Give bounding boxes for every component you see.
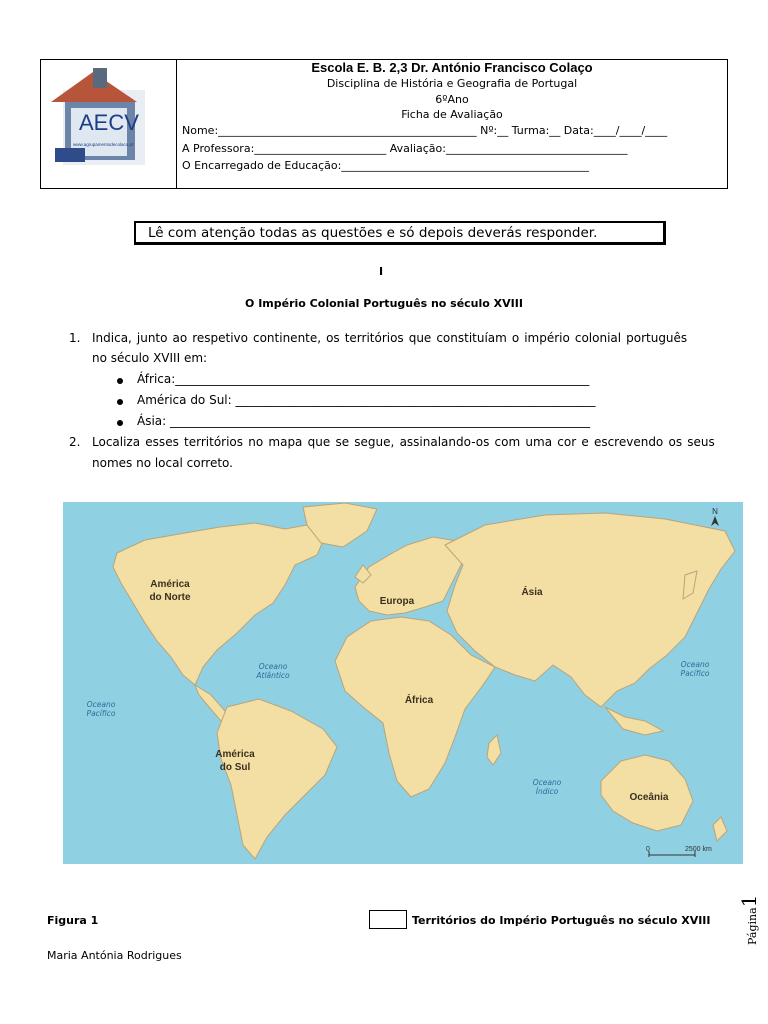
label-pacific-ocean-east: Oceano bbox=[680, 660, 710, 669]
bullet-dot bbox=[117, 399, 123, 405]
q1-text-line2: no século XVIII em: bbox=[92, 351, 208, 365]
logo-cell bbox=[41, 60, 177, 188]
q2-text-line1: Localiza esses territórios no mapa que se segue, assinalando-os com uma cor e escrevendo os seus bbox=[92, 435, 715, 449]
school-year: 6ºAno bbox=[435, 93, 469, 106]
label-asia: Ásia bbox=[521, 587, 543, 598]
legend-color-box[interactable] bbox=[369, 910, 407, 929]
answer-africa-line[interactable]: África:_____________________________________________________________________ bbox=[137, 372, 590, 386]
instructions-box: Lê com atenção todas as questões e só depois deverás responder. bbox=[134, 221, 666, 245]
label-pacific-ocean-east: Pacífico bbox=[680, 669, 710, 678]
section-number: I bbox=[379, 265, 384, 278]
svg-text:0: 0 bbox=[646, 846, 650, 853]
header-table bbox=[40, 59, 728, 189]
q2-number: 2. bbox=[69, 435, 81, 449]
guardian-field-line: O Encarregado de Educação:_____________________________________________ bbox=[182, 159, 589, 172]
header-info bbox=[177, 60, 727, 188]
teacher-field-line: A Professora:________________________ Avaliação:_________________________________ bbox=[182, 142, 628, 155]
logo-url: www.agrupamentodecolaco.pt bbox=[73, 142, 134, 147]
author-name: Maria Antónia Rodrigues bbox=[47, 949, 182, 962]
answer-south-america-line[interactable]: América do Sul: ____________________________________________________________ bbox=[137, 393, 596, 407]
label-atlantic-ocean: Atlântico bbox=[256, 671, 290, 680]
svg-text:2500 km: 2500 km bbox=[685, 846, 712, 853]
figure-caption: Figura 1 bbox=[47, 914, 99, 927]
school-logo bbox=[41, 60, 176, 188]
q1-number: 1. bbox=[69, 331, 81, 345]
label-south-america: América bbox=[215, 749, 255, 760]
q1-text-line1: Indica, junto ao respetivo continente, os territórios que constituíam o império colonial português bbox=[92, 331, 688, 345]
sheet-title: Ficha de Avaliação bbox=[401, 108, 503, 121]
page-number: 1 bbox=[737, 894, 761, 908]
discipline: Disciplina de História e Geografia de Portugal bbox=[326, 77, 578, 90]
label-indian-ocean: Oceano bbox=[532, 778, 562, 787]
legend-text: Territórios do Império Português no século XVIII bbox=[412, 914, 711, 927]
bullet-dot bbox=[117, 420, 123, 426]
bullet-dot bbox=[117, 378, 123, 384]
name-field-line: Nome:_______________________________________________ Nº:__ Turma:__ Data:____/____/____ bbox=[182, 124, 668, 137]
label-atlantic-ocean: Oceano bbox=[258, 662, 288, 671]
section-title: O Império Colonial Português no século XVIII bbox=[245, 297, 523, 310]
label-north-america: do Norte bbox=[149, 592, 191, 603]
label-indian-ocean: Índico bbox=[535, 787, 559, 796]
school-name: Escola E. B. 2,3 Dr. António Francisco Colaço bbox=[311, 60, 593, 75]
label-africa: África bbox=[404, 695, 434, 706]
label-south-america: do Sul bbox=[219, 762, 251, 773]
answer-asia-line[interactable]: Ásia: ______________________________________________________________________ bbox=[137, 414, 591, 428]
label-pacific-ocean-west: Pacífico bbox=[86, 709, 116, 718]
q2-text-line2: nomes no local correto. bbox=[92, 456, 233, 470]
label-oceania: Oceânia bbox=[629, 792, 669, 803]
svg-text:N: N bbox=[712, 507, 718, 516]
logo-text: AECV bbox=[79, 110, 139, 135]
label-north-america: América bbox=[150, 579, 190, 590]
world-map[interactable] bbox=[45, 485, 745, 895]
page-word: Página bbox=[746, 907, 759, 945]
label-europe: Europa bbox=[379, 596, 415, 607]
label-pacific-ocean-west: Oceano bbox=[86, 700, 116, 709]
page-number-label bbox=[737, 895, 761, 945]
